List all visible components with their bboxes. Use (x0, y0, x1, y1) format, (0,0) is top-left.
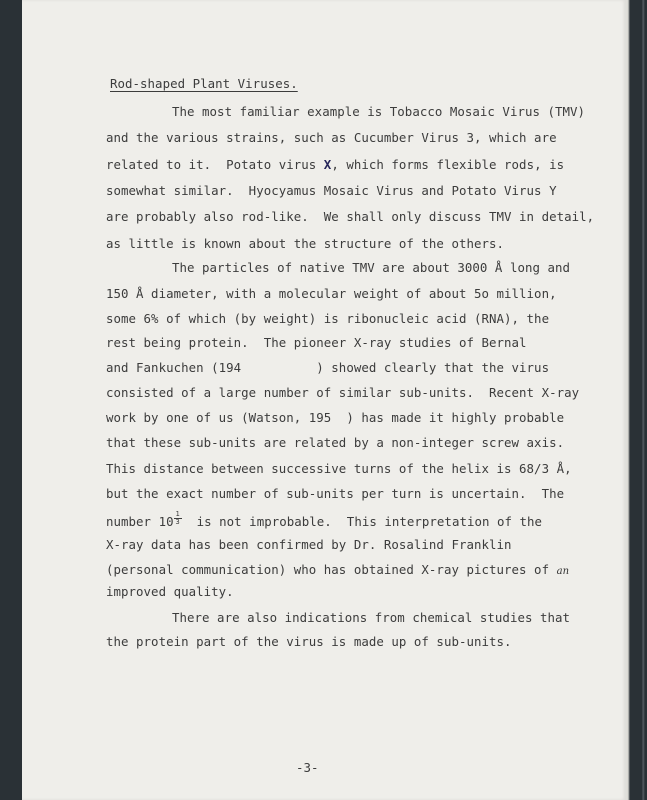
text-line: but the exact number of sub-units per turn is uncertain. The (106, 486, 565, 501)
text-line: and Fankuchen (194 ) showed clearly that the virus (106, 360, 550, 375)
text-line: and the various strains, such as Cucumber Virus 3, which are (106, 130, 557, 145)
text-line: X-ray data has been confirmed by Dr. Rosalind Franklin (106, 537, 512, 552)
text-line: The particles of native TMV are about 3000 Å long and (172, 260, 571, 275)
text-line: some 6% of which (by weight) is ribonucleic acid (RNA), the (106, 311, 550, 326)
text-line (106, 511, 542, 530)
text-line: There are also indications from chemical studies that (172, 610, 571, 625)
fraction-denominator: 3 (175, 518, 180, 526)
page-number: -3- (296, 760, 319, 775)
section-title: Rod-shaped Plant Viruses. (110, 76, 298, 91)
text-segment: number 10 (106, 514, 174, 529)
text-segment: , which forms flexible rods, is (331, 157, 565, 172)
fraction-superscript (174, 511, 182, 526)
text-line (106, 157, 564, 173)
text-segment: is not improbable. This interpretation of the (181, 514, 543, 529)
text-line: This distance between successive turns of the helix is 68/3 Å, (106, 461, 572, 476)
fraction-numerator: 1 (175, 510, 180, 518)
text-line: rest being protein. The pioneer X-ray studies of Bernal (106, 335, 527, 350)
text-line: are probably also rod-like. We shall only discuss TMV in detail, (106, 209, 595, 224)
text-line: 150 Å diameter, with a molecular weight of about 5o million, (106, 286, 557, 301)
text-line: that these sub-units are related by a non-integer screw axis. (106, 435, 565, 450)
text-line: somewhat similar. Hyocyamus Mosaic Virus and Potato Virus Y (106, 183, 557, 198)
text-segment: related to it. Potato virus (106, 157, 324, 172)
text-line: as little is known about the structure of the others. (106, 236, 505, 251)
text-line: improved quality. (106, 584, 234, 599)
text-line (106, 562, 569, 580)
text-line: work by one of us (Watson, 195 ) has made it highly probable (106, 410, 565, 425)
text-line: the protein part of the virus is made up of sub-units. (106, 634, 512, 649)
text-line: consisted of a large number of similar sub-units. Recent X-ray (106, 385, 580, 400)
text-line: The most familiar example is Tobacco Mosaic Virus (TMV) (172, 104, 586, 119)
handwritten-insert: an (556, 566, 570, 577)
handwritten-x-mark: X (323, 157, 332, 172)
text-segment: (personal communication) who has obtained X-ray pictures of (106, 562, 557, 577)
